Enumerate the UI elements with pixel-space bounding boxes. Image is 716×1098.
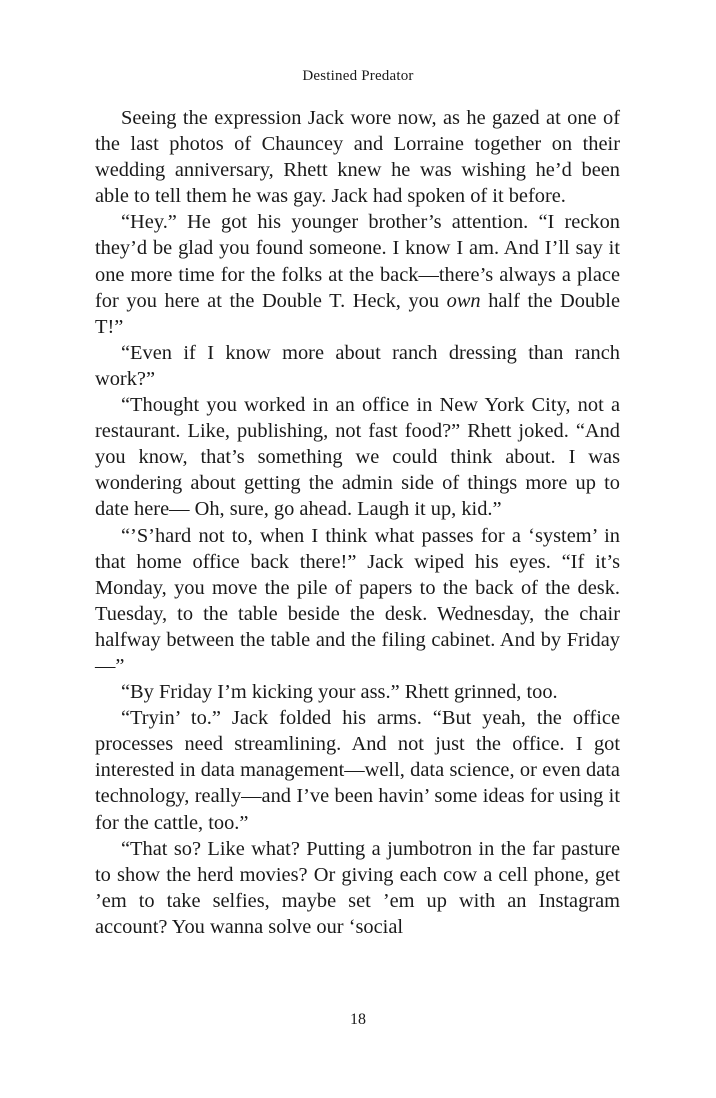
paragraph: “Even if I know more about ranch dressing than ranch work?”	[95, 341, 620, 390]
paragraph: “’S’hard not to, when I think what passes for a ‘system’ in that home office back there!” Jack wiped his eyes. “If it’s Monday, you move the pile of papers to the back of the desk. Tuesday, to the table beside the desk. Wednesday, the chair halfway between the table and the filing cabinet. And by Friday—”	[95, 524, 620, 677]
paragraph: “That so? Like what? Putting a jumbotron in the far pasture to show the herd movies? Or giving each cow a cell phone, get ’em to take selfies, maybe set ’em up with an Instagram account? You wanna solve our ‘social	[95, 837, 620, 938]
running-header: Destined Predator	[302, 68, 414, 84]
paragraph-text: “Hey.” He got his younger brother’s attention. “I reckon they’d be glad you found someone. I know I am. And I’ll say it one more time for the folks at the back—there’s always a place for you here at the Double T. Heck, you	[95, 211, 620, 312]
paragraph	[95, 209, 620, 339]
paragraph: “Tryin’ to.” Jack folded his arms. “But yeah, the office processes need streamlining. And not just the office. I got interested in data management—well, data science, or even data technology, really—and I’ve been havin’ some ideas for using it for the cattle, too.”	[95, 707, 620, 834]
body-text	[95, 105, 620, 940]
paragraph: “Thought you worked in an office in New York City, not a restaurant. Like, publishing, not fast food?” Rhett joked. “And you know, that’s something we could think about. I was wondering about getting the admin side of things more up to date here— Oh, sure, go ahead. Laugh it up, kid.”	[95, 394, 620, 521]
emphasis-text: own	[446, 289, 481, 312]
paragraph: Seeing the expression Jack wore now, as he gazed at one of the last photos of Chauncey and Lorraine together on their wedding anniversary, Rhett knew he was wishing he’d been able to tell them he was gay. Jack had spoken of it before.	[95, 107, 620, 208]
paragraph-text: half the Double T!”	[95, 289, 620, 338]
paragraph: “By Friday I’m kicking your ass.” Rhett grinned, too.	[121, 681, 558, 704]
page-number: 18	[350, 1011, 366, 1028]
